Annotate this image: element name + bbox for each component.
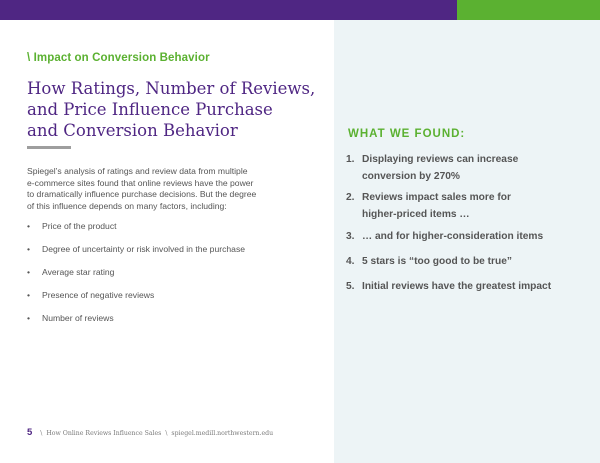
footer-publication: How Online Reviews Influence Sales bbox=[46, 430, 162, 437]
finding-text: Displaying reviews can increase bbox=[362, 154, 519, 165]
bullet-dot-icon: • bbox=[27, 221, 31, 231]
finding-text: Reviews impact sales more for bbox=[362, 192, 511, 203]
bullet-text: Presence of negative reviews bbox=[42, 290, 155, 300]
bullet-text: Price of the product bbox=[42, 221, 117, 231]
finding-item bbox=[346, 189, 586, 223]
footer-url[interactable]: spiegel.medill.northwestern.edu bbox=[171, 430, 274, 437]
finding-item bbox=[346, 151, 586, 185]
intro-line: of this influence depends on many factors, including: bbox=[27, 200, 227, 211]
page-title bbox=[27, 78, 327, 141]
bullet-text: Degree of uncertainty or risk involved in the purchase bbox=[42, 244, 246, 254]
title-line: How Ratings, Number of Reviews, bbox=[27, 79, 316, 98]
finding-number: 3. bbox=[346, 231, 355, 242]
finding-number: 5. bbox=[346, 281, 355, 292]
top-bar-green bbox=[457, 0, 600, 20]
finding-item bbox=[346, 278, 586, 295]
finding-text: conversion by 270% bbox=[362, 171, 460, 182]
findings-heading: WHAT WE FOUND: bbox=[348, 128, 466, 140]
title-divider bbox=[27, 146, 71, 149]
bullet-item bbox=[27, 221, 117, 231]
intro-line: Spiegel’s analysis of ratings and review data from multiple bbox=[27, 166, 248, 176]
finding-item bbox=[346, 253, 586, 270]
finding-text: … and for higher-consideration items bbox=[362, 231, 544, 242]
finding-number: 4. bbox=[346, 256, 355, 267]
bullet-dot-icon: • bbox=[27, 267, 31, 277]
bullet-dot-icon: • bbox=[27, 244, 31, 254]
finding-text: Initial reviews have the greatest impact bbox=[362, 281, 552, 292]
finding-number: 2. bbox=[346, 192, 355, 203]
intro-line: e-commerce sites found that online reviews have the power bbox=[27, 177, 254, 188]
bullet-item bbox=[27, 313, 114, 323]
title-line: and Conversion Behavior bbox=[27, 121, 238, 140]
page-number: 5 bbox=[27, 427, 33, 438]
finding-number: 1. bbox=[346, 154, 355, 165]
intro-paragraph bbox=[27, 166, 327, 212]
finding-item bbox=[346, 228, 586, 245]
page-footer bbox=[27, 427, 273, 438]
bullet-text: Number of reviews bbox=[42, 313, 114, 323]
bullet-dot-icon: • bbox=[27, 290, 31, 300]
bullet-item bbox=[27, 267, 114, 277]
finding-text: higher-priced items … bbox=[362, 209, 470, 220]
finding-text: 5 stars is “too good to be true” bbox=[362, 256, 512, 267]
intro-line: to dramatically influence purchase decisions. But the degree bbox=[27, 189, 257, 199]
section-label: \ Impact on Conversion Behavior bbox=[27, 52, 210, 64]
title-line: and Price Influence Purchase bbox=[27, 100, 273, 119]
bullet-text: Average star rating bbox=[42, 267, 115, 277]
bullet-dot-icon: • bbox=[27, 313, 31, 323]
top-bar-purple bbox=[0, 0, 457, 20]
bullet-item bbox=[27, 244, 245, 254]
bullet-item bbox=[27, 290, 154, 300]
footer-separator: \ bbox=[165, 430, 168, 437]
footer-separator: \ bbox=[40, 430, 43, 437]
